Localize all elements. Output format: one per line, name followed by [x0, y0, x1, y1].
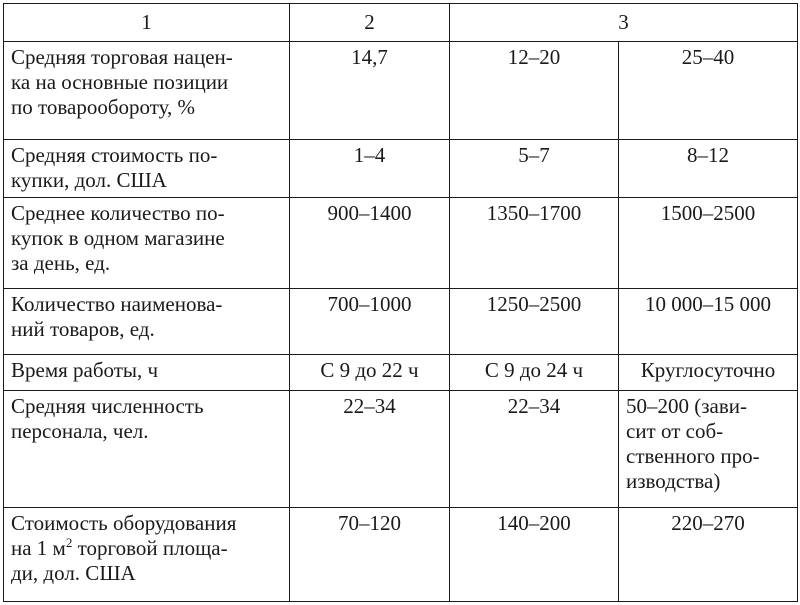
row-label: [4, 198, 290, 289]
value-line: сит от соб-: [626, 419, 724, 443]
label-line: Средняя стоимость по-: [11, 143, 218, 167]
value-col-3b: 25–40: [619, 42, 798, 140]
retail-format-table: [3, 3, 798, 602]
row-label: [4, 289, 290, 355]
row-label: Время работы, ч: [4, 355, 290, 391]
value-col-3a: 140–200: [450, 508, 619, 602]
value-col-3b: Круглосуточно: [619, 355, 798, 391]
label-line: Средняя численность: [11, 394, 204, 418]
header-group: [290, 4, 798, 42]
value-line: ственного про-: [626, 444, 760, 468]
value-col-3a: 5–7: [450, 140, 619, 198]
label-line: Стоимость оборудования: [11, 511, 237, 535]
value-col-3b: 10 000–15 000: [619, 289, 798, 355]
label-line: Количество наименова-: [11, 292, 223, 316]
value-col-3a: 22–34: [450, 391, 619, 508]
value-col-2: 1–4: [290, 140, 450, 198]
row-label: [4, 42, 290, 140]
label-pre-2: на 1 м: [11, 536, 66, 560]
value-col-2: 22–34: [290, 391, 450, 508]
value-col-2: 14,7: [290, 42, 450, 140]
row-label: [4, 391, 290, 508]
label-post-1: торговой площа-: [72, 536, 228, 560]
table-row: [4, 355, 798, 391]
value-col-3b: 220–270: [619, 508, 798, 602]
label-line: [11, 536, 282, 561]
table-row: [4, 140, 798, 198]
value-col-3b: 1500–2500: [619, 198, 798, 289]
value-line: изводства): [626, 469, 721, 493]
header-col-1: 1: [4, 4, 290, 42]
label-line: ди, дол. США: [11, 561, 136, 585]
value-col-2: 700–1000: [290, 289, 450, 355]
label-line: персонала, чел.: [11, 419, 149, 443]
value-col-2: 70–120: [290, 508, 450, 602]
value-col-3b: [619, 391, 798, 508]
value-col-3a: 1250–2500: [450, 289, 619, 355]
value-line: 50–200 (зави-: [626, 394, 748, 418]
label-line: купки, дол. США: [11, 168, 167, 192]
row-label: [4, 508, 290, 602]
value-col-2: С 9 до 22 ч: [290, 355, 450, 391]
table-row: [4, 391, 798, 508]
table-row: [4, 42, 798, 140]
label-line: ка на основные позиции: [11, 70, 229, 94]
header-col-3: 3: [618, 10, 629, 34]
value-col-3b: 8–12: [619, 140, 798, 198]
label-line: Среднее количество по-: [11, 201, 225, 225]
value-col-3a: 12–20: [450, 42, 619, 140]
label-line: Средняя торговая нацен-: [11, 45, 233, 69]
row-label: [4, 140, 290, 198]
label-line: за день, ед.: [11, 251, 111, 275]
superscript: 2: [65, 535, 73, 550]
value-col-2: 900–1400: [290, 198, 450, 289]
header-row: [4, 4, 798, 42]
value-col-3a: 1350–1700: [450, 198, 619, 289]
table-row: [4, 289, 798, 355]
table-row: [4, 508, 798, 602]
label-line: купок в одном магазине: [11, 226, 225, 250]
header-col-2: 2: [290, 4, 450, 41]
label-line: ний товаров, ед.: [11, 317, 155, 341]
label-line: по товарообороту, %: [11, 95, 196, 119]
value-col-3a: С 9 до 24 ч: [450, 355, 619, 391]
table-row: [4, 198, 798, 289]
